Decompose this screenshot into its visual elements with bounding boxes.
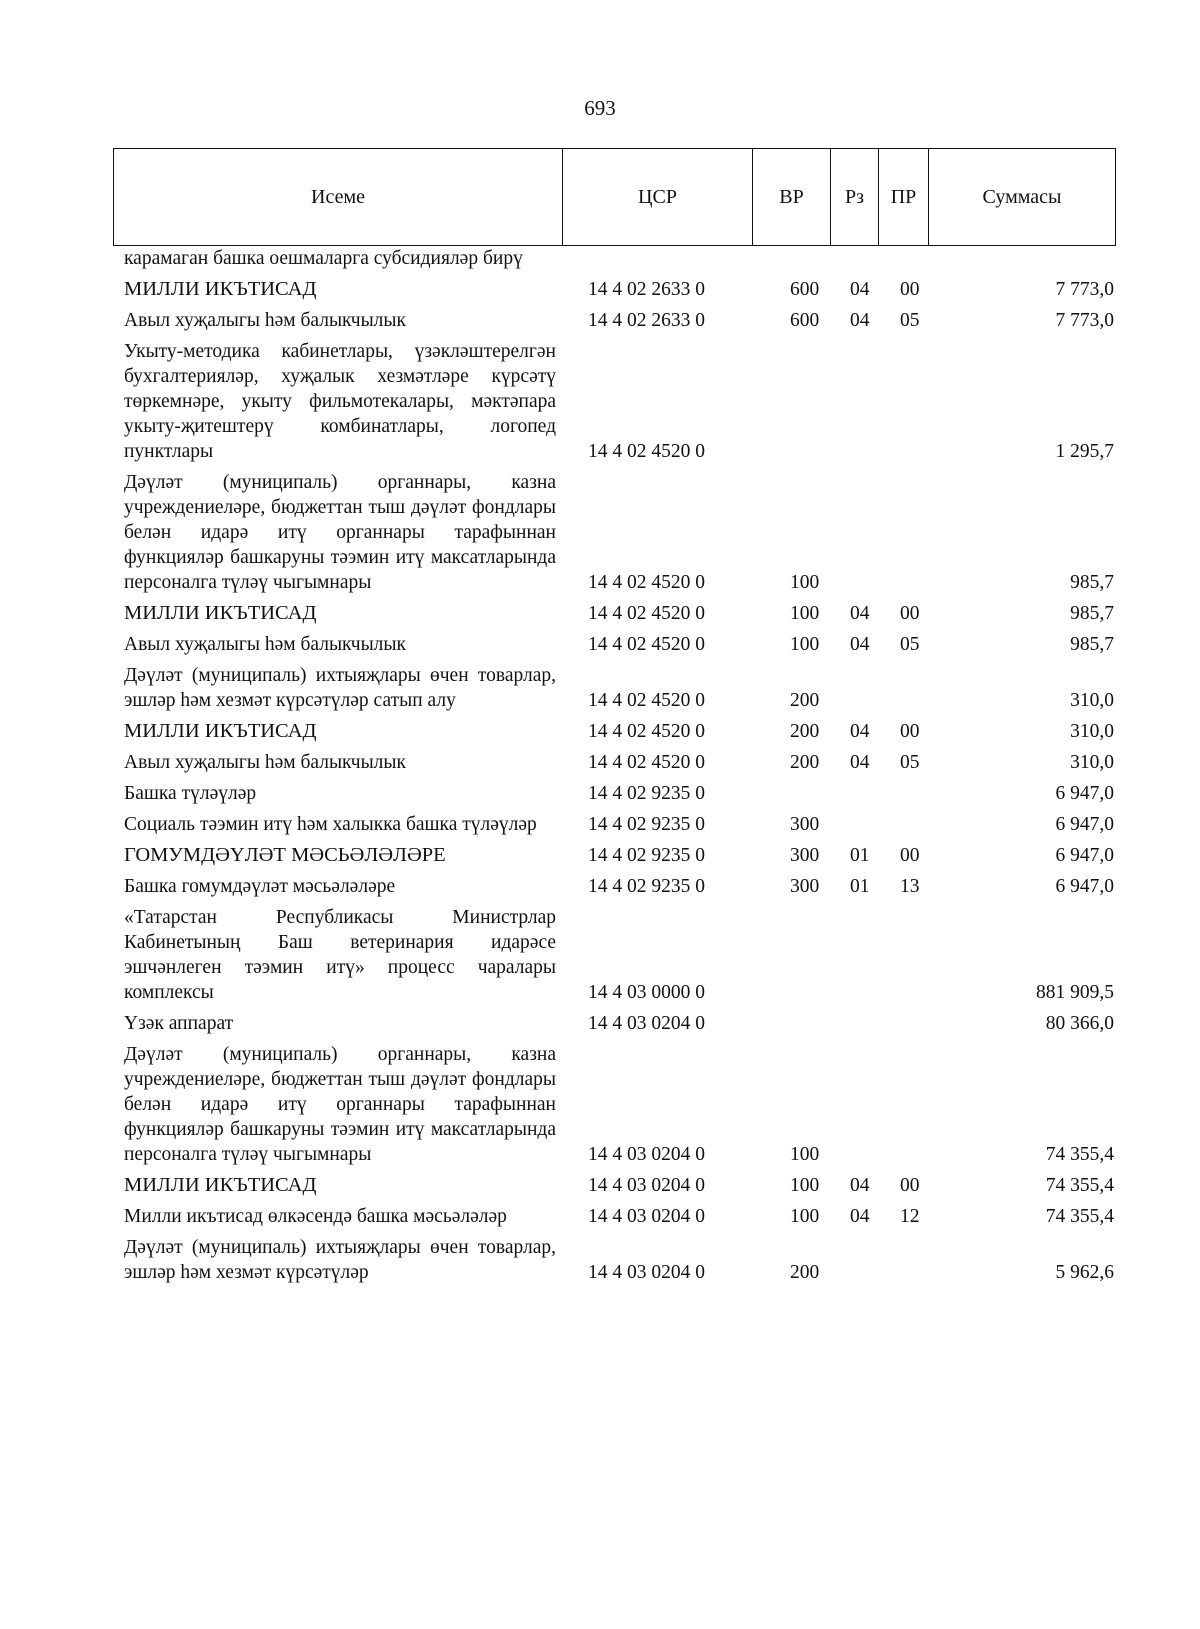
- cell-csr: 14 4 03 0204 0: [588, 1013, 705, 1034]
- cell-csr: 14 4 02 9235 0: [588, 814, 705, 835]
- cell-vr: 200: [790, 721, 820, 742]
- cell-vr: 300: [790, 814, 820, 835]
- cell-csr: 14 4 03 0000 0: [588, 982, 705, 1003]
- table-row: [124, 874, 1114, 899]
- cell-vr: 100: [790, 1206, 820, 1227]
- cell-sum: 7 773,0: [1055, 310, 1114, 331]
- header-vr: ВР: [753, 149, 831, 245]
- table-row: [124, 1173, 1114, 1198]
- cell-rz: 04: [850, 279, 870, 300]
- cell-name: ГОМУМДӘҮЛӘТ МӘСЬӘЛӘЛӘРЕ: [124, 844, 446, 866]
- table-row: [124, 470, 1114, 595]
- cell-sum: 6 947,0: [1055, 876, 1114, 897]
- table-row: [124, 308, 1114, 333]
- cell-rz: 04: [850, 752, 870, 773]
- cell-name: Укыту-методика кабинетлары, үзәкләштерелгән бухгалтерияләр, хуҗалык хезмәтләре күрсәтү төркемнәре, укыту фильмотекалары, мәктәпара укыту-җитештерү комбинатлары, логопед пунктлары: [124, 341, 556, 462]
- cell-name: Дәүләт (муниципаль) органнары, казна учреждениеләре, бюджеттан тыш дәүләт фондлары белән идарә итү органнары тарафыннан функцияләр башкаруны тәэмин итү максатларында персоналга түләү чыгымнары: [124, 472, 556, 593]
- table-row: [124, 812, 1114, 837]
- cell-name: карамаган башка оешмаларга субсидияләр бирү: [124, 248, 523, 269]
- cell-sum: 310,0: [1070, 690, 1114, 711]
- cell-csr: 14 4 02 2633 0: [588, 279, 705, 300]
- cell-name: МИЛЛИ ИКЪТИСАД: [124, 720, 317, 742]
- cell-name: Авыл хуҗалыгы һәм балыкчылык: [124, 752, 406, 773]
- cell-pr: 05: [900, 310, 920, 331]
- cell-csr: 14 4 02 4520 0: [588, 603, 705, 624]
- table-row: [124, 1042, 1114, 1167]
- cell-pr: 12: [900, 1206, 920, 1227]
- cell-rz: 04: [850, 1206, 870, 1227]
- header-csr: ЦСР: [563, 149, 753, 245]
- cell-name: Башка түләүләр: [124, 783, 257, 804]
- cell-sum: 985,7: [1070, 603, 1114, 624]
- cell-name: «Татарстан Республикасы Министрлар Кабинетының Баш ветеринария идарәсе эшчәнлеген тәэмин итү» процесс чаралары комплексы: [124, 907, 556, 1003]
- cell-csr: 14 4 02 4520 0: [588, 572, 705, 593]
- cell-sum: 7 773,0: [1055, 279, 1114, 300]
- cell-csr: 14 4 02 4520 0: [588, 441, 705, 462]
- cell-sum: 310,0: [1070, 721, 1114, 742]
- cell-name: Авыл хуҗалыгы һәм балыкчылык: [124, 634, 406, 655]
- header-rz: Рз: [831, 149, 879, 245]
- cell-vr: 100: [790, 1175, 820, 1196]
- cell-name: МИЛЛИ ИКЪТИСАД: [124, 602, 317, 624]
- cell-name: Авыл хуҗалыгы һәм балыкчылык: [124, 310, 406, 331]
- cell-csr: 14 4 02 4520 0: [588, 721, 705, 742]
- cell-sum: 6 947,0: [1055, 845, 1114, 866]
- table-row: [124, 843, 1114, 868]
- cell-csr: 14 4 02 9235 0: [588, 876, 705, 897]
- cell-sum: 985,7: [1070, 572, 1114, 593]
- cell-csr: 14 4 02 2633 0: [588, 310, 705, 331]
- header-name: Исеме: [114, 149, 563, 245]
- cell-vr: 200: [790, 752, 820, 773]
- cell-vr: 600: [790, 310, 820, 331]
- cell-name: Дәүләт (муниципаль) органнары, казна учреждениеләре, бюджеттан тыш дәүләт фондлары белән идарә итү органнары тарафыннан функцияләр башкаруны тәэмин итү максатларында персоналга түләү чыгымнары: [124, 1044, 556, 1165]
- cell-name: Дәүләт (муниципаль) ихтыяҗлары өчен товарлар, эшләр һәм хезмәт күрсәтүләр сатып алу: [124, 665, 556, 711]
- cell-rz: 04: [850, 603, 870, 624]
- cell-csr: 14 4 03 0204 0: [588, 1144, 705, 1165]
- cell-rz: 01: [850, 876, 870, 897]
- table-row: [124, 246, 1114, 271]
- table-row: [124, 1011, 1114, 1036]
- cell-name: Милли икътисад өлкәсендә башка мәсьәләләр: [124, 1206, 507, 1227]
- cell-pr: 00: [900, 721, 920, 742]
- cell-rz: 01: [850, 845, 870, 866]
- cell-pr: 00: [900, 1175, 920, 1196]
- table-header: [113, 148, 1116, 246]
- header-sum: Суммасы: [982, 185, 1062, 208]
- cell-rz: 04: [850, 1175, 870, 1196]
- table-body: [124, 246, 1114, 1291]
- cell-rz: 04: [850, 721, 870, 742]
- cell-sum: 1 295,7: [1055, 441, 1114, 462]
- cell-sum: 6 947,0: [1055, 783, 1114, 804]
- cell-vr: 100: [790, 1144, 820, 1165]
- cell-sum: 985,7: [1070, 634, 1114, 655]
- cell-name: МИЛЛИ ИКЪТИСАД: [124, 1174, 317, 1196]
- table-row: [124, 1204, 1114, 1229]
- cell-name: Социаль тәэмин итү һәм халыкка башка түләүләр: [124, 814, 537, 835]
- cell-sum: 6 947,0: [1055, 814, 1114, 835]
- cell-name: МИЛЛИ ИКЪТИСАД: [124, 278, 317, 300]
- cell-sum: 74 355,4: [1045, 1206, 1114, 1227]
- cell-csr: 14 4 03 0204 0: [588, 1206, 705, 1227]
- cell-pr: 00: [900, 603, 920, 624]
- cell-rz: 04: [850, 634, 870, 655]
- header-pr: ПР: [879, 149, 929, 245]
- table-row: [124, 663, 1114, 713]
- table-row: [124, 601, 1114, 626]
- cell-vr: 300: [790, 845, 820, 866]
- cell-sum: 310,0: [1070, 752, 1114, 773]
- cell-csr: 14 4 02 9235 0: [588, 783, 705, 804]
- cell-vr: 100: [790, 572, 820, 593]
- cell-vr: 600: [790, 279, 820, 300]
- cell-csr: 14 4 03 0204 0: [588, 1175, 705, 1196]
- cell-sum: 74 355,4: [1045, 1175, 1114, 1196]
- cell-pr: 05: [900, 752, 920, 773]
- cell-vr: 300: [790, 876, 820, 897]
- cell-pr: 13: [900, 876, 920, 897]
- page-number: 693: [584, 96, 616, 120]
- table-row: [124, 277, 1114, 302]
- cell-csr: 14 4 03 0204 0: [588, 1262, 705, 1283]
- cell-rz: 04: [850, 310, 870, 331]
- table-row: [124, 781, 1114, 806]
- cell-sum: 74 355,4: [1045, 1144, 1114, 1165]
- table-row: [124, 750, 1114, 775]
- cell-csr: 14 4 02 9235 0: [588, 845, 705, 866]
- cell-vr: 200: [790, 690, 820, 711]
- cell-csr: 14 4 02 4520 0: [588, 690, 705, 711]
- cell-vr: 100: [790, 634, 820, 655]
- table-row: [124, 632, 1114, 657]
- cell-vr: 100: [790, 603, 820, 624]
- cell-sum: 80 366,0: [1045, 1013, 1114, 1034]
- cell-pr: 05: [900, 634, 920, 655]
- cell-sum: 5 962,6: [1055, 1262, 1114, 1283]
- cell-csr: 14 4 02 4520 0: [588, 752, 705, 773]
- cell-name: Башка гомумдәүләт мәсьәләләре: [124, 876, 396, 897]
- table-row: [124, 339, 1114, 464]
- cell-pr: 00: [900, 845, 920, 866]
- table-row: [124, 905, 1114, 1005]
- table-row: [124, 1235, 1114, 1285]
- cell-sum: 881 909,5: [1036, 982, 1114, 1003]
- table-row: [124, 719, 1114, 744]
- cell-pr: 00: [900, 279, 920, 300]
- cell-name: Үзәк аппарат: [124, 1013, 234, 1034]
- cell-name: Дәүләт (муниципаль) ихтыяҗлары өчен товарлар, эшләр һәм хезмәт күрсәтүләр: [124, 1237, 556, 1283]
- cell-csr: 14 4 02 4520 0: [588, 634, 705, 655]
- cell-vr: 200: [790, 1262, 820, 1283]
